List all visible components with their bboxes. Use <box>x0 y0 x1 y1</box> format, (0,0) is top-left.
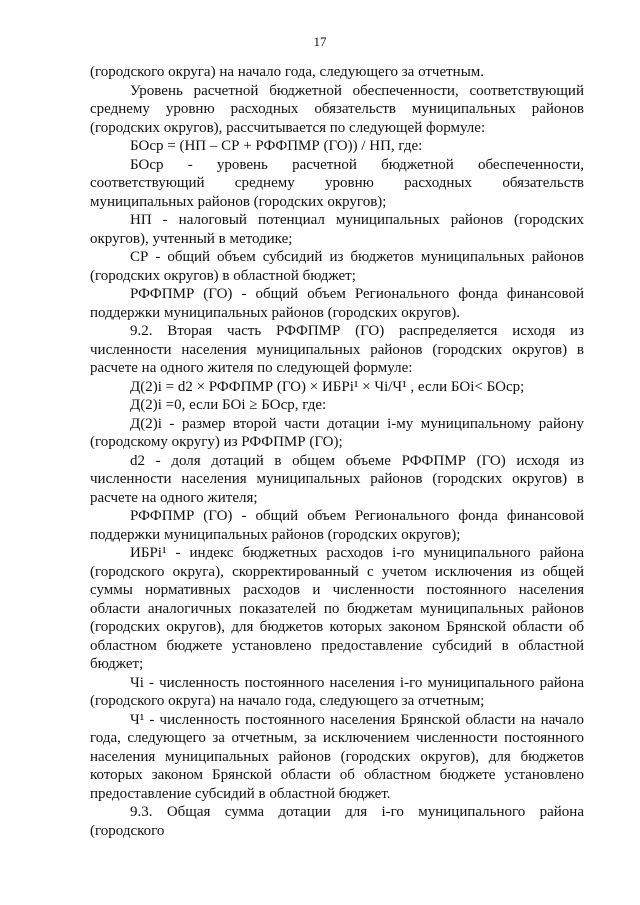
definition-d2i: Д(2)i - размер второй части дотации i-му муниципальному району (городскому округу) из РФФПМР (ГО); <box>90 415 584 450</box>
section-9-2: 9.2. Вторая часть РФФПМР (ГО) распределяется исходя из численности населения муниципальных районов (городских округов) в расчете на одного жителя по следующей формуле: <box>90 323 584 376</box>
definition-rffpmr: РФФПМР (ГО) - общий объем Регионального фонда финансовой поддержки муниципальных районов (городских округов). <box>90 286 584 321</box>
section-9-3: 9.3. Общая сумма дотации для i-го муниципального района (городского <box>90 804 584 839</box>
definition-np: НП - налоговый потенциал муниципальных районов (городских округов), учтенный в методике; <box>90 212 584 247</box>
document-body <box>90 63 584 840</box>
formula-second-part-zero: Д(2)i =0, если БОi ≥ БОср, где: <box>130 397 327 413</box>
definition-ch1: Ч¹ - численность постоянного населения Брянской области на начало года, следующего за отчетным, за исключением численности постоянного населения муниципальных районов (городских округов), для бюджетов которых законом Брянской области об областном бюджете установлено предоставление субсидий в областной бюджет. <box>90 711 584 802</box>
definition-bo-avg: БОср - уровень расчетной бюджетной обеспеченности, соответствующий среднему уровню расходных обязательств муниципальных районов (городских округов); <box>90 156 584 210</box>
formula-second-part: Д(2)i = d2 × РФФПМР (ГО) × ИБРi¹ × Чi/Ч¹ , если БОi< БОср; <box>130 378 525 395</box>
definition-rffpmr-2: РФФПМР (ГО) - общий объем Регионального фонда финансовой поддержки муниципальных районов (городских округов); <box>90 508 584 543</box>
paragraph-continuation: (городского округа) на начало года, следующего за отчетным. <box>90 64 485 80</box>
definition-d2-share: d2 - доля дотаций в общем объеме РФФПМР (ГО) исходя из численности населения муниципальных районов (городских округов) в расчете на одного жителя; <box>90 452 584 506</box>
definition-sr: СР - общий объем субсидий из бюджетов муниципальных районов (городских округов) в областной бюджет; <box>90 249 584 284</box>
definition-chi: Чi - численность постоянного населения i-го муниципального района (городского округа) на начало года, следующего за отчетным; <box>90 674 584 709</box>
definition-ibr: ИБРi¹ - индекс бюджетных расходов i-го муниципального района (городского округа), скорректированный с учетом исключения из общей суммы нормативных расходов и численности постоянного населения области аналогичных показателей по бюджетам муниципальных районов (городских округов), для бюджетов которых законом Брянской области об областном бюджете установлено предоставление субсидий в областной бюджет; <box>90 545 584 672</box>
page-number: 17 <box>313 34 327 49</box>
paragraph-average-level-intro: Уровень расчетной бюджетной обеспеченности, соответствующий среднему уровню расходных обязательств муниципальных районов (городских округов), рассчитывается по следующей формуле: <box>90 82 584 136</box>
formula-average-sufficiency: БОср = (НП – СР + РФФПМР (ГО)) / НП, где: <box>130 138 423 154</box>
